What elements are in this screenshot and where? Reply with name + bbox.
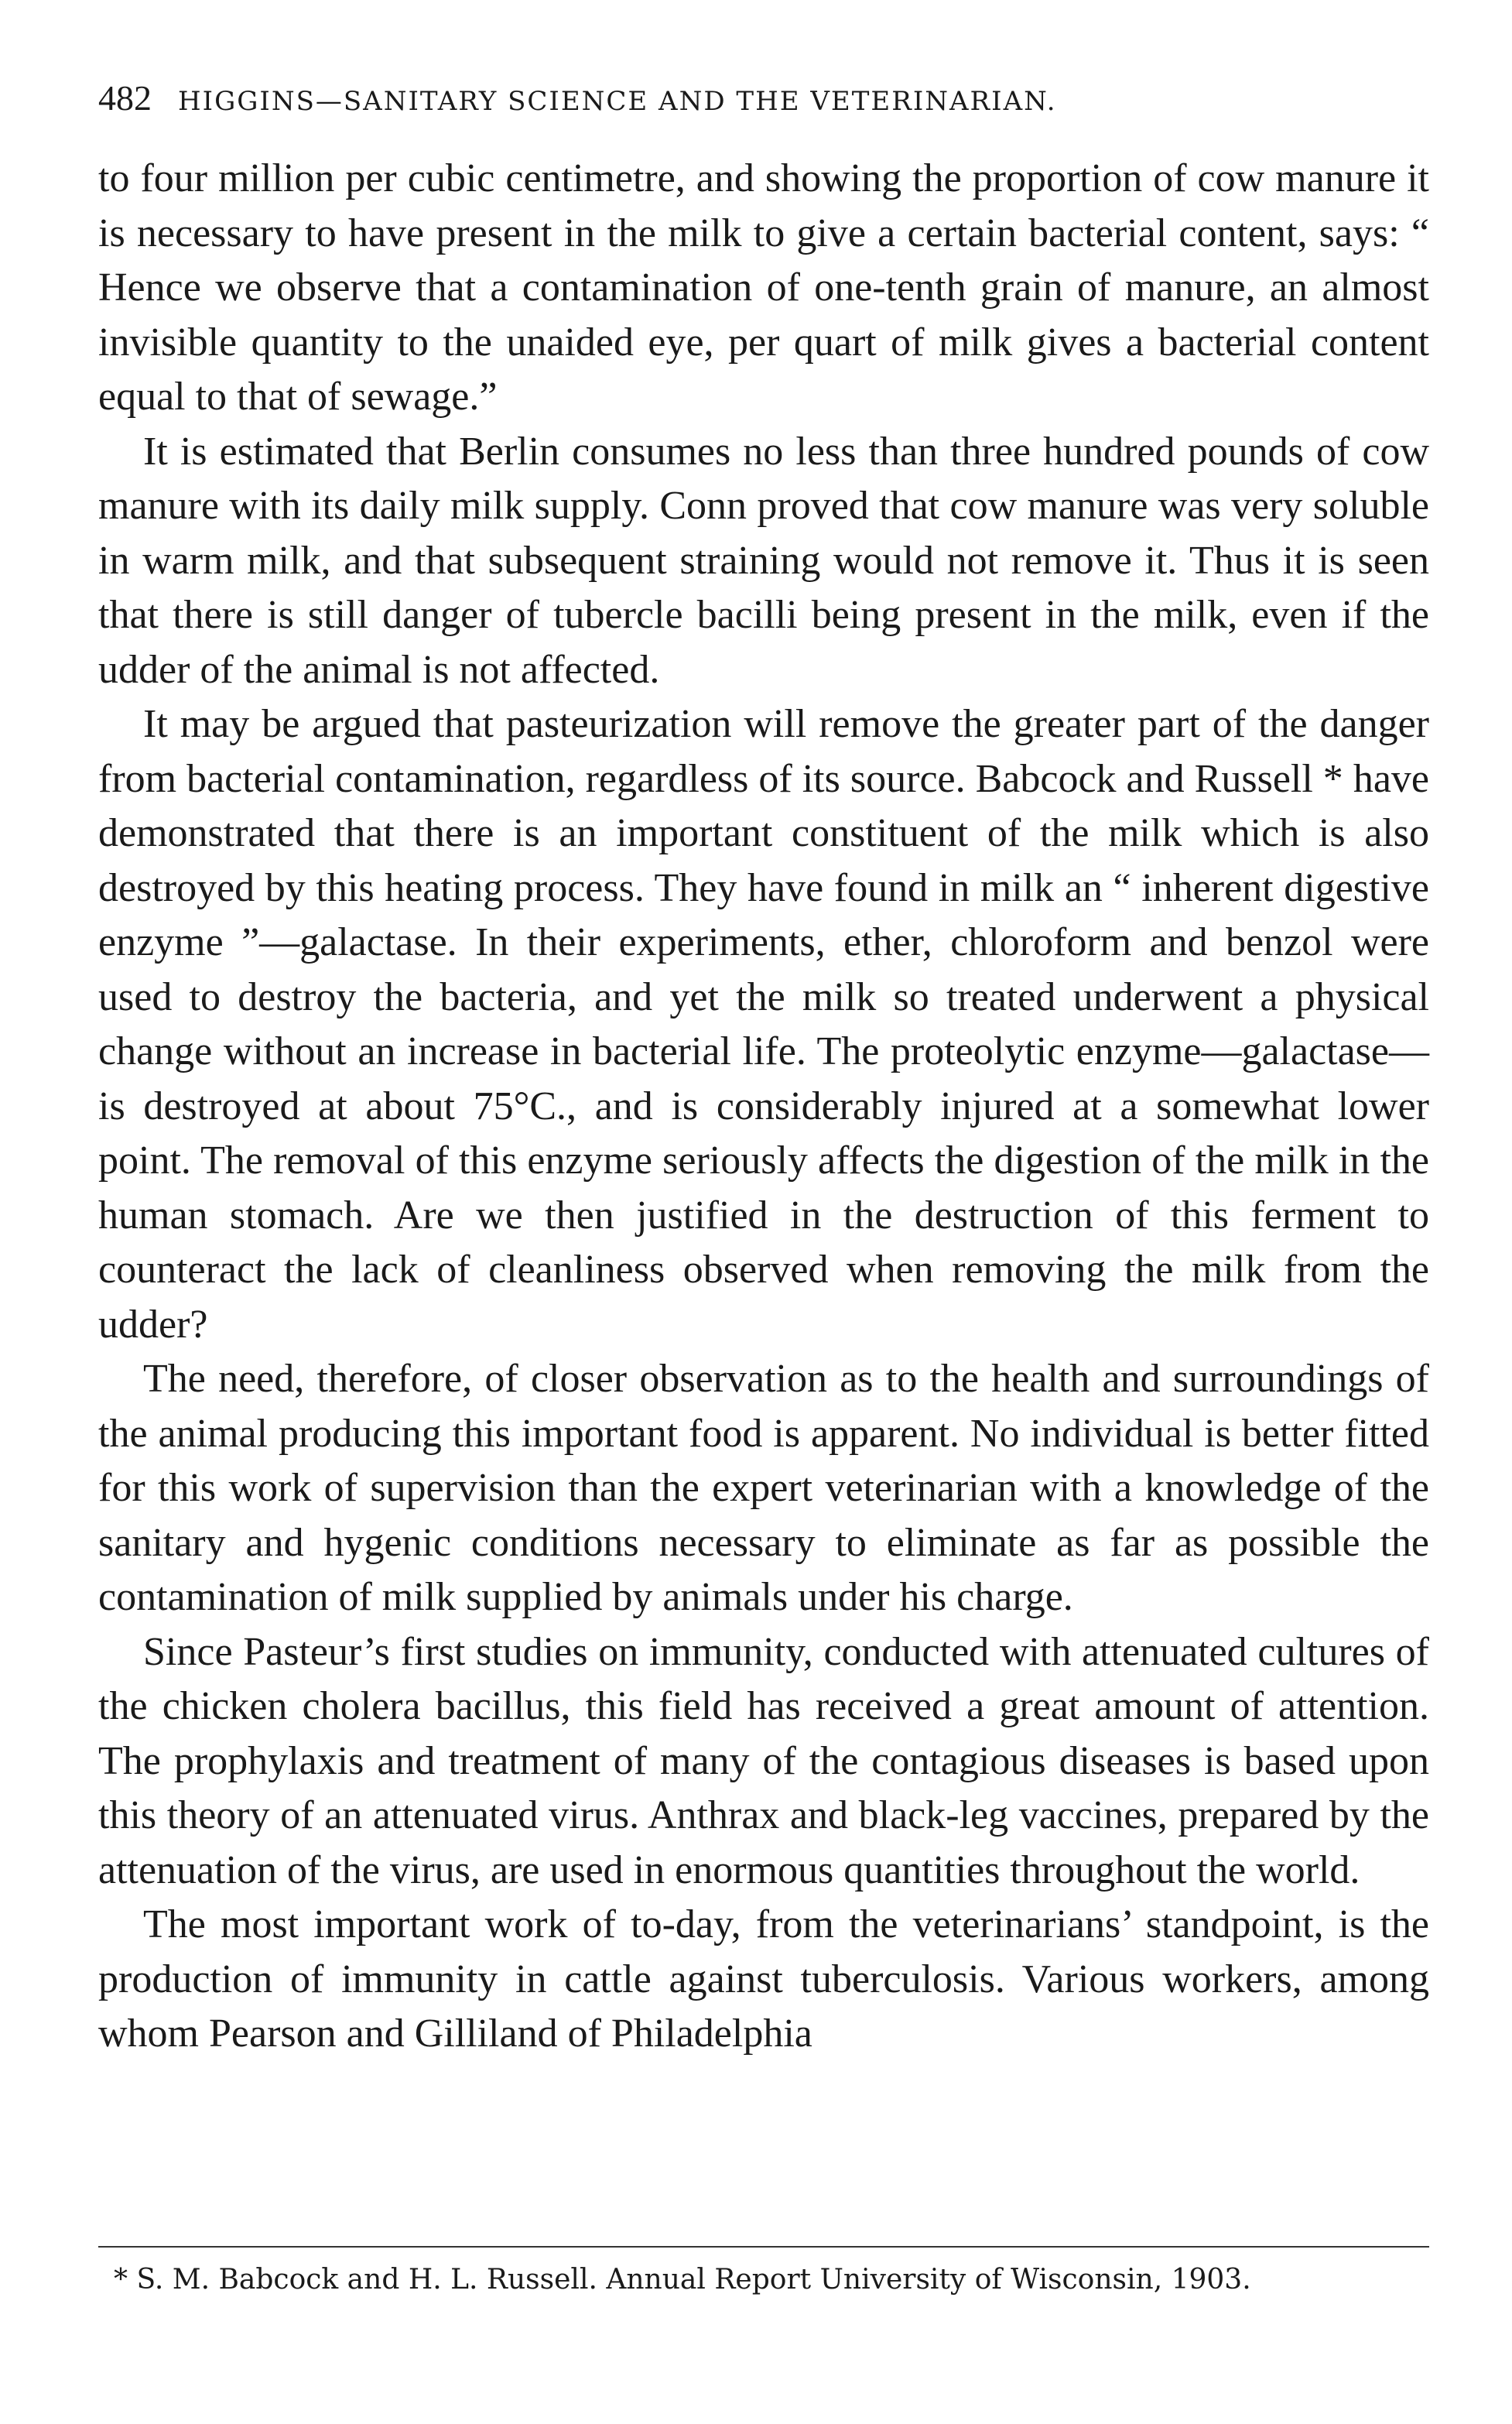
paragraph-supervision: The need, therefore, of closer observation as to the health and surroundings of the animal producing this important food is apparent. No individual is better fitted for this work of supervision than the expert veterinarian with a knowledge of the sanitary and hygenic conditions necessary to eliminate as far as possible the contamination of milk supplied by animals under his charge. <box>98 1357 1429 1619</box>
paragraph-berlin: It is estimated that Berlin consumes no less than three hundred pounds of cow manure with its daily milk supply. Conn proved that cow manure was very soluble in warm milk, and that subsequent straining would not remove it. Thus it is seen that there is still danger of tubercle bacilli being present in the milk, even if the udder of the animal is not affected. <box>98 429 1429 692</box>
running-header <box>98 77 1429 118</box>
running-title: HIGGINS—SANITARY SCIENCE AND THE VETERINARIAN. <box>178 86 1057 117</box>
paragraph-immunity: Since Pasteur’s first studies on immunity, conducted with attenuated cultures of the chicken cholera bacillus, this field has received a great amount of attention. The prophylaxis and treatment of many of the contagious diseases is based upon this theory of an attenuated virus. Anthrax and black-leg vaccines, prepared by the attenuation of the virus, are used in enormous quantities throughout the world. <box>98 1629 1429 1892</box>
paragraph-tuberculosis: The most important work of to-day, from the veterinarians’ standpoint, is the production of immunity in cattle against tuberculosis. Various workers, among whom Pearson and Gilliland of Philadelphia <box>98 1902 1429 2056</box>
paragraph-continued: to four million per cubic centimetre, and showing the proportion of cow manure it is necessary to have present in the milk to give a certain bacterial content, says: “ Hence we observe that a contamination of one-tenth grain of manure, an almost invisible quantity to the unaided eye, per quart of milk gives a bacterial content equal to that of sewage.” <box>98 156 1429 419</box>
footnote: * S. M. Babcock and H. L. Russell. Annual Report University of Wisconsin, 1903. <box>114 2264 1251 2296</box>
page-number: 482 <box>98 78 152 118</box>
footnote-divider <box>98 2246 1429 2248</box>
body-text <box>98 152 1429 2062</box>
paragraph-pasteurization: It may be argued that pasteurization will remove the greater part of the danger from bacterial contamination, regardless of its source. Babcock and Russell * have demonstrated that there is an important constituent of the milk which is also destroyed by this heating process. They have found in milk an “ inherent digestive enzyme ”—galactase. In their experiments, ether, chloroform and benzol were used to destroy the bacteria, and yet the milk so treated underwent a physical change without an increase in bacterial life. The proteolytic enzyme—galactase—is destroyed at about 75°C., and is considerably injured at a somewhat lower point. The removal of this enzyme seriously affects the digestion of the milk in the human stomach. Are we then justified in the destruction of this ferment to counteract the lack of cleanliness observed when removing the milk from the udder? <box>98 702 1429 1347</box>
